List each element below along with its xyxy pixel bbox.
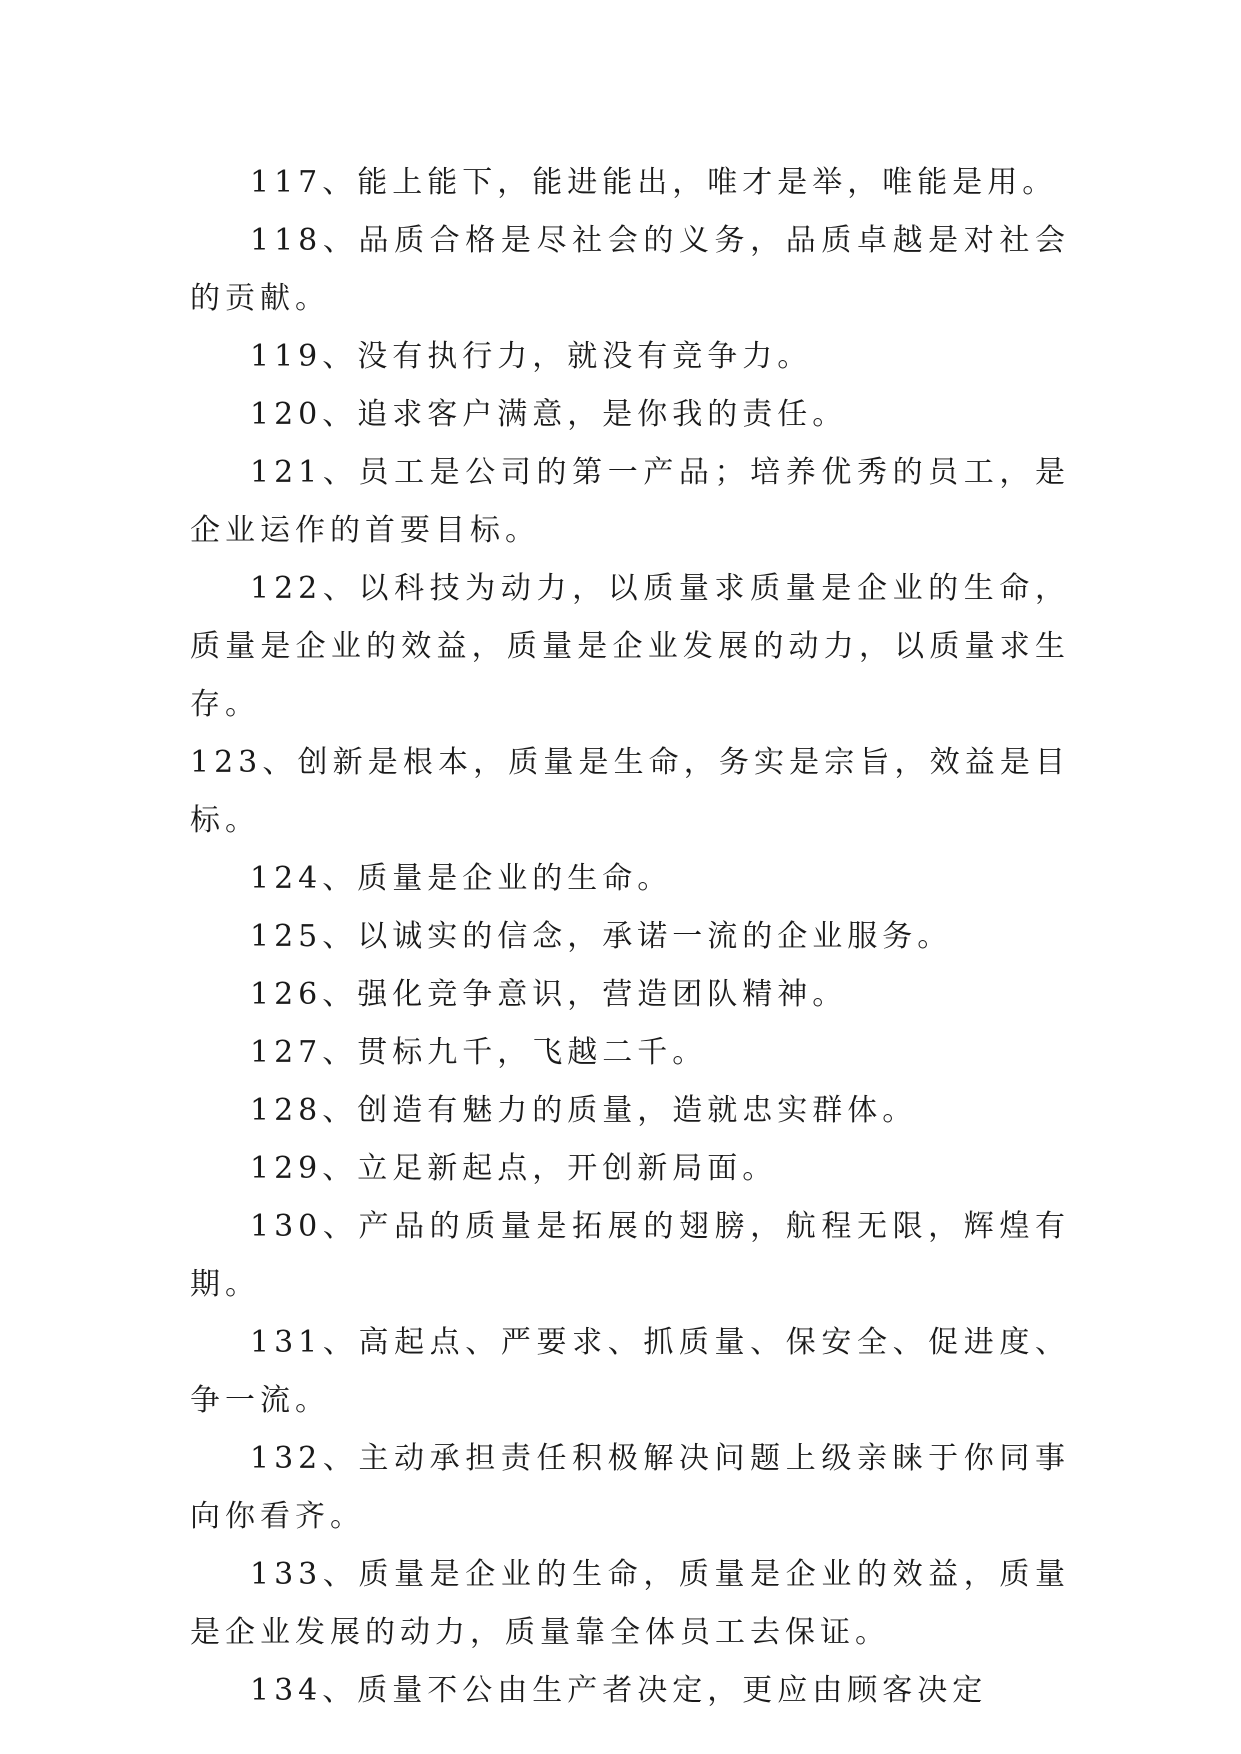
paragraph-120: 120、追求客户满意，是你我的责任。 <box>250 397 848 432</box>
paragraph-133: 133、质量是企业的生命，质量是企业的效益，质量是企业发展的动力，质量靠全体员工去保证。 <box>190 1557 1070 1650</box>
paragraph-130: 130、产品的质量是拓展的翅膀，航程无限，辉煌有期。 <box>190 1209 1070 1302</box>
paragraph-134: 134、质量不公由生产者决定，更应由顾客决定 <box>250 1673 988 1708</box>
paragraph-123: 123、创新是根本，质量是生命，务实是宗旨，效益是目标。 <box>190 745 1070 838</box>
paragraph-122: 122、以科技为动力，以质量求质量是企业的生命，质量是企业的效益，质量是企业发展的动力，以质量求生存。 <box>190 571 1070 722</box>
paragraph-119: 119、没有执行力，就没有竞争力。 <box>250 339 813 374</box>
paragraph-117: 117、能上能下，能进能出，唯才是举，唯能是用。 <box>250 165 1058 200</box>
document-body <box>190 154 1070 1720</box>
paragraph-131: 131、高起点、严要求、抓质量、保安全、促进度、争一流。 <box>190 1325 1070 1418</box>
paragraph-128: 128、创造有魅力的质量，造就忠实群体。 <box>250 1093 918 1128</box>
paragraph-118: 118、品质合格是尽社会的义务，品质卓越是对社会的贡献。 <box>190 223 1070 316</box>
paragraph-125: 125、以诚实的信念，承诺一流的企业服务。 <box>250 919 953 954</box>
paragraph-132: 132、主动承担责任积极解决问题上级亲睐于你同事向你看齐。 <box>190 1441 1070 1534</box>
paragraph-126: 126、强化竞争意识，营造团队精神。 <box>250 977 848 1012</box>
paragraph-124: 124、质量是企业的生命。 <box>250 861 673 896</box>
paragraph-127: 127、贯标九千，飞越二千。 <box>250 1035 708 1070</box>
paragraph-121: 121、员工是公司的第一产品；培养优秀的员工，是企业运作的首要目标。 <box>190 455 1070 548</box>
paragraph-129: 129、立足新起点，开创新局面。 <box>250 1151 778 1186</box>
